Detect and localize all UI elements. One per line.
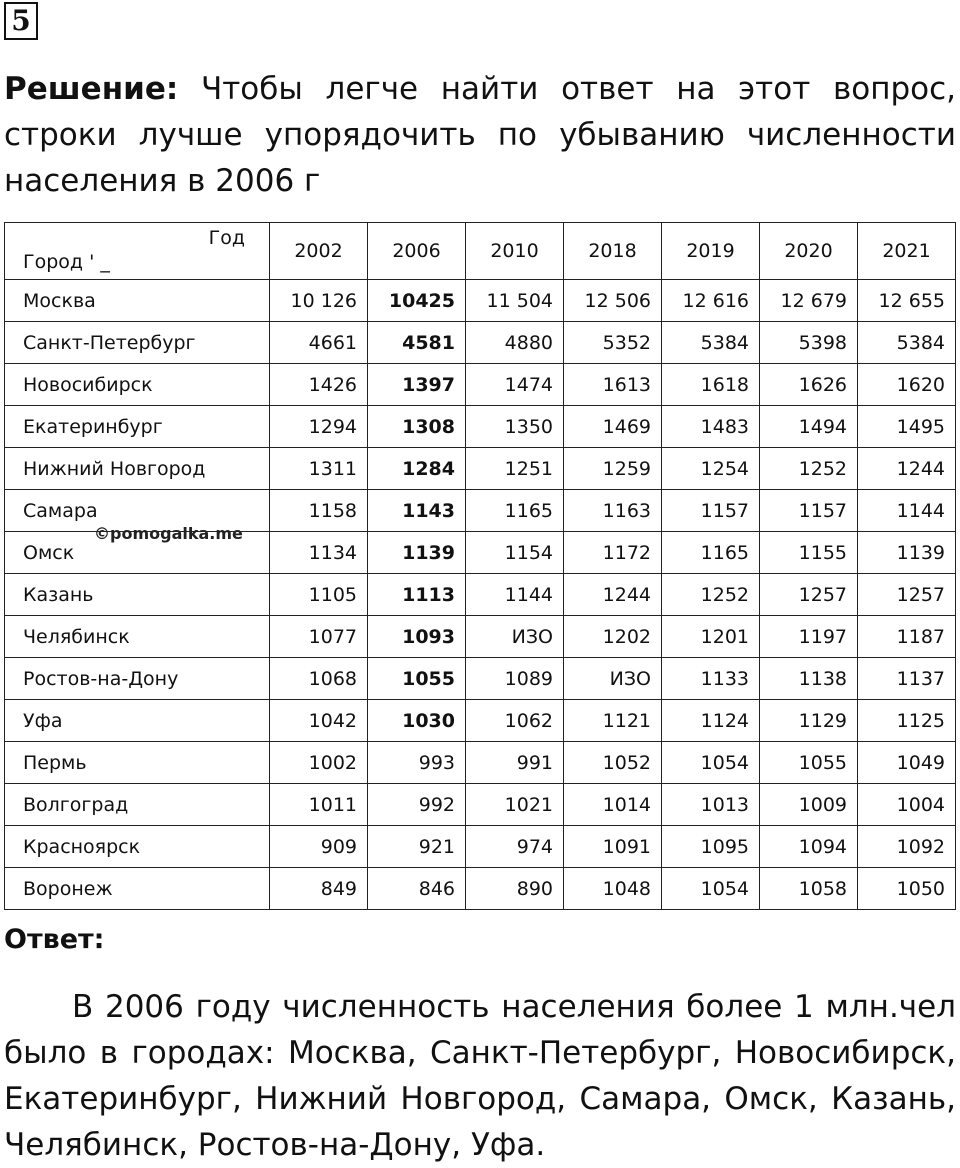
- population-value-cell: 5384: [858, 322, 956, 364]
- table-row: [5, 616, 956, 658]
- population-value-cell: 1002: [270, 742, 368, 784]
- table-row: [5, 574, 956, 616]
- population-value-cell: 1009: [760, 784, 858, 826]
- population-value-cell: 1094: [760, 826, 858, 868]
- population-value-cell: 12 655: [858, 280, 956, 322]
- population-value-cell: 1139: [858, 532, 956, 574]
- population-value-cell: 1494: [760, 406, 858, 448]
- population-value-cell: 1483: [662, 406, 760, 448]
- population-value-cell: 1124: [662, 700, 760, 742]
- population-value-cell: 11 504: [466, 280, 564, 322]
- population-value-cell: 1004: [858, 784, 956, 826]
- population-value-cell: 1138: [760, 658, 858, 700]
- table-row: [5, 364, 956, 406]
- population-value-cell: 890: [466, 868, 564, 910]
- population-value-cell: 1172: [564, 532, 662, 574]
- population-value-cell: 1054: [662, 742, 760, 784]
- population-value-cell: 5352: [564, 322, 662, 364]
- population-value-cell: 1244: [858, 448, 956, 490]
- answer-label: Ответ:: [4, 924, 105, 955]
- population-value-cell: 993: [368, 742, 466, 784]
- population-value-cell: 1089: [466, 658, 564, 700]
- table-corner-cell: [5, 223, 270, 280]
- population-value-cell: 1626: [760, 364, 858, 406]
- population-value-cell: 1252: [760, 448, 858, 490]
- population-value-cell: 1068: [270, 658, 368, 700]
- population-value-cell: 1244: [564, 574, 662, 616]
- population-value-cell: 12 506: [564, 280, 662, 322]
- population-value-cell: 992: [368, 784, 466, 826]
- population-value-cell: 1134: [270, 532, 368, 574]
- population-value-cell: 1011: [270, 784, 368, 826]
- population-value-cell: 1055: [760, 742, 858, 784]
- city-name-cell: Челябинск: [5, 616, 270, 658]
- population-value-cell: 991: [466, 742, 564, 784]
- population-value-cell: 1613: [564, 364, 662, 406]
- population-value-cell: 1062: [466, 700, 564, 742]
- solution-paragraph: [4, 66, 956, 204]
- solution-text: Чтобы легче найти ответ на этот вопрос, строки лучше упорядочить по убыванию численности населения в 2006 г: [4, 71, 956, 199]
- population-value-cell: 1397: [368, 364, 466, 406]
- population-value-cell: 1495: [858, 406, 956, 448]
- population-value-cell: 1284: [368, 448, 466, 490]
- population-value-cell: 1252: [662, 574, 760, 616]
- population-value-cell: 1137: [858, 658, 956, 700]
- city-name-cell: Москва: [5, 280, 270, 322]
- city-name-cell: Уфа: [5, 700, 270, 742]
- population-value-cell: 1092: [858, 826, 956, 868]
- population-value-cell: 5398: [760, 322, 858, 364]
- population-value-cell: 1144: [858, 490, 956, 532]
- city-name-cell: Новосибирск: [5, 364, 270, 406]
- answer-text: В 2006 году численность населения более 1 млн.чел было в городах: Москва, Санкт-Петербург, Новосибирск, Екатеринбург, Нижний Новгород, Самара, Омск, Казань, Челябинск, Ростов-на-Дону, Уфа.: [4, 989, 956, 1163]
- population-value-cell: 1474: [466, 364, 564, 406]
- population-value-cell: 974: [466, 826, 564, 868]
- population-value-cell: 1257: [858, 574, 956, 616]
- population-value-cell: 1052: [564, 742, 662, 784]
- population-value-cell: 1163: [564, 490, 662, 532]
- population-value-cell: 1294: [270, 406, 368, 448]
- city-name-cell: Красноярск: [5, 826, 270, 868]
- population-value-cell: 1144: [466, 574, 564, 616]
- population-value-cell: 1165: [662, 532, 760, 574]
- city-name-cell: Пермь: [5, 742, 270, 784]
- population-value-cell: 1113: [368, 574, 466, 616]
- task-number-box: 5: [4, 2, 38, 40]
- population-value-cell: 1308: [368, 406, 466, 448]
- year-header-label: Год: [208, 227, 245, 249]
- population-value-cell: 1133: [662, 658, 760, 700]
- city-name-cell: Екатеринбург: [5, 406, 270, 448]
- table-body: [5, 280, 956, 910]
- population-value-cell: 4581: [368, 322, 466, 364]
- table-row: [5, 826, 956, 868]
- population-value-cell: 1042: [270, 700, 368, 742]
- table-row: [5, 406, 956, 448]
- city-name-cell: Омск: [5, 532, 270, 574]
- population-value-cell: 10 126: [270, 280, 368, 322]
- city-name-cell: Самара: [5, 490, 270, 532]
- population-value-cell: 1350: [466, 406, 564, 448]
- year-header-2018: 2018: [564, 223, 662, 280]
- population-value-cell: 1093: [368, 616, 466, 658]
- population-value-cell: 1077: [270, 616, 368, 658]
- population-value-cell: 1158: [270, 490, 368, 532]
- population-value-cell: 1201: [662, 616, 760, 658]
- population-value-cell: 1155: [760, 532, 858, 574]
- table-row: [5, 742, 956, 784]
- population-value-cell: 1030: [368, 700, 466, 742]
- table-row: [5, 280, 956, 322]
- year-header-2020: 2020: [760, 223, 858, 280]
- population-value-cell: 5384: [662, 322, 760, 364]
- population-value-cell: 921: [368, 826, 466, 868]
- city-name-cell: Воронеж: [5, 868, 270, 910]
- population-value-cell: 909: [270, 826, 368, 868]
- city-name-cell: Нижний Новгород: [5, 448, 270, 490]
- city-name-cell: Казань: [5, 574, 270, 616]
- population-value-cell: 1129: [760, 700, 858, 742]
- population-value-cell: 1426: [270, 364, 368, 406]
- table-row: [5, 448, 956, 490]
- population-value-cell: 1091: [564, 826, 662, 868]
- population-value-cell: 1259: [564, 448, 662, 490]
- year-header-2019: 2019: [662, 223, 760, 280]
- watermark: ©pomogalka.me: [94, 524, 243, 543]
- population-value-cell: 12 679: [760, 280, 858, 322]
- population-value-cell: 1157: [760, 490, 858, 532]
- year-header-2002: 2002: [270, 223, 368, 280]
- table-row: [5, 784, 956, 826]
- population-value-cell: 10425: [368, 280, 466, 322]
- population-value-cell: 1014: [564, 784, 662, 826]
- population-value-cell: 1055: [368, 658, 466, 700]
- city-name-cell: Волгоград: [5, 784, 270, 826]
- population-value-cell: 846: [368, 868, 466, 910]
- city-header-label: Город ' _: [23, 251, 110, 273]
- population-value-cell: 1105: [270, 574, 368, 616]
- population-value-cell: 1197: [760, 616, 858, 658]
- table-row: [5, 700, 956, 742]
- population-value-cell: 1095: [662, 826, 760, 868]
- table-header-row: [5, 223, 956, 280]
- population-value-cell: 1157: [662, 490, 760, 532]
- year-header-2010: 2010: [466, 223, 564, 280]
- population-value-cell: 1121: [564, 700, 662, 742]
- population-value-cell: 1202: [564, 616, 662, 658]
- population-value-cell: 1139: [368, 532, 466, 574]
- population-value-cell: 849: [270, 868, 368, 910]
- population-value-cell: 1154: [466, 532, 564, 574]
- table-row: [5, 868, 956, 910]
- population-value-cell: 1013: [662, 784, 760, 826]
- year-header-2021: 2021: [858, 223, 956, 280]
- population-value-cell: 1125: [858, 700, 956, 742]
- population-value-cell: 4661: [270, 322, 368, 364]
- population-value-cell: 1620: [858, 364, 956, 406]
- population-value-cell: 1058: [760, 868, 858, 910]
- population-value-cell: 1254: [662, 448, 760, 490]
- population-value-cell: 1251: [466, 448, 564, 490]
- population-value-cell: 1021: [466, 784, 564, 826]
- table-row: [5, 322, 956, 364]
- solution-label: Решение:: [4, 71, 179, 107]
- population-value-cell: 1469: [564, 406, 662, 448]
- population-value-cell: 1054: [662, 868, 760, 910]
- population-value-cell: 1311: [270, 448, 368, 490]
- population-value-cell: 1187: [858, 616, 956, 658]
- city-name-cell: Санкт-Петербург: [5, 322, 270, 364]
- population-value-cell: 1143: [368, 490, 466, 532]
- population-value-cell: 1048: [564, 868, 662, 910]
- population-value-cell: ИЗО: [564, 658, 662, 700]
- population-value-cell: 1050: [858, 868, 956, 910]
- population-value-cell: 1257: [760, 574, 858, 616]
- table-row: [5, 658, 956, 700]
- population-value-cell: 1618: [662, 364, 760, 406]
- population-value-cell: 1165: [466, 490, 564, 532]
- city-name-cell: Ростов-на-Дону: [5, 658, 270, 700]
- population-value-cell: ИЗО: [466, 616, 564, 658]
- year-header-2006: 2006: [368, 223, 466, 280]
- population-table: [4, 222, 956, 910]
- population-value-cell: 4880: [466, 322, 564, 364]
- population-value-cell: 1049: [858, 742, 956, 784]
- population-value-cell: 12 616: [662, 280, 760, 322]
